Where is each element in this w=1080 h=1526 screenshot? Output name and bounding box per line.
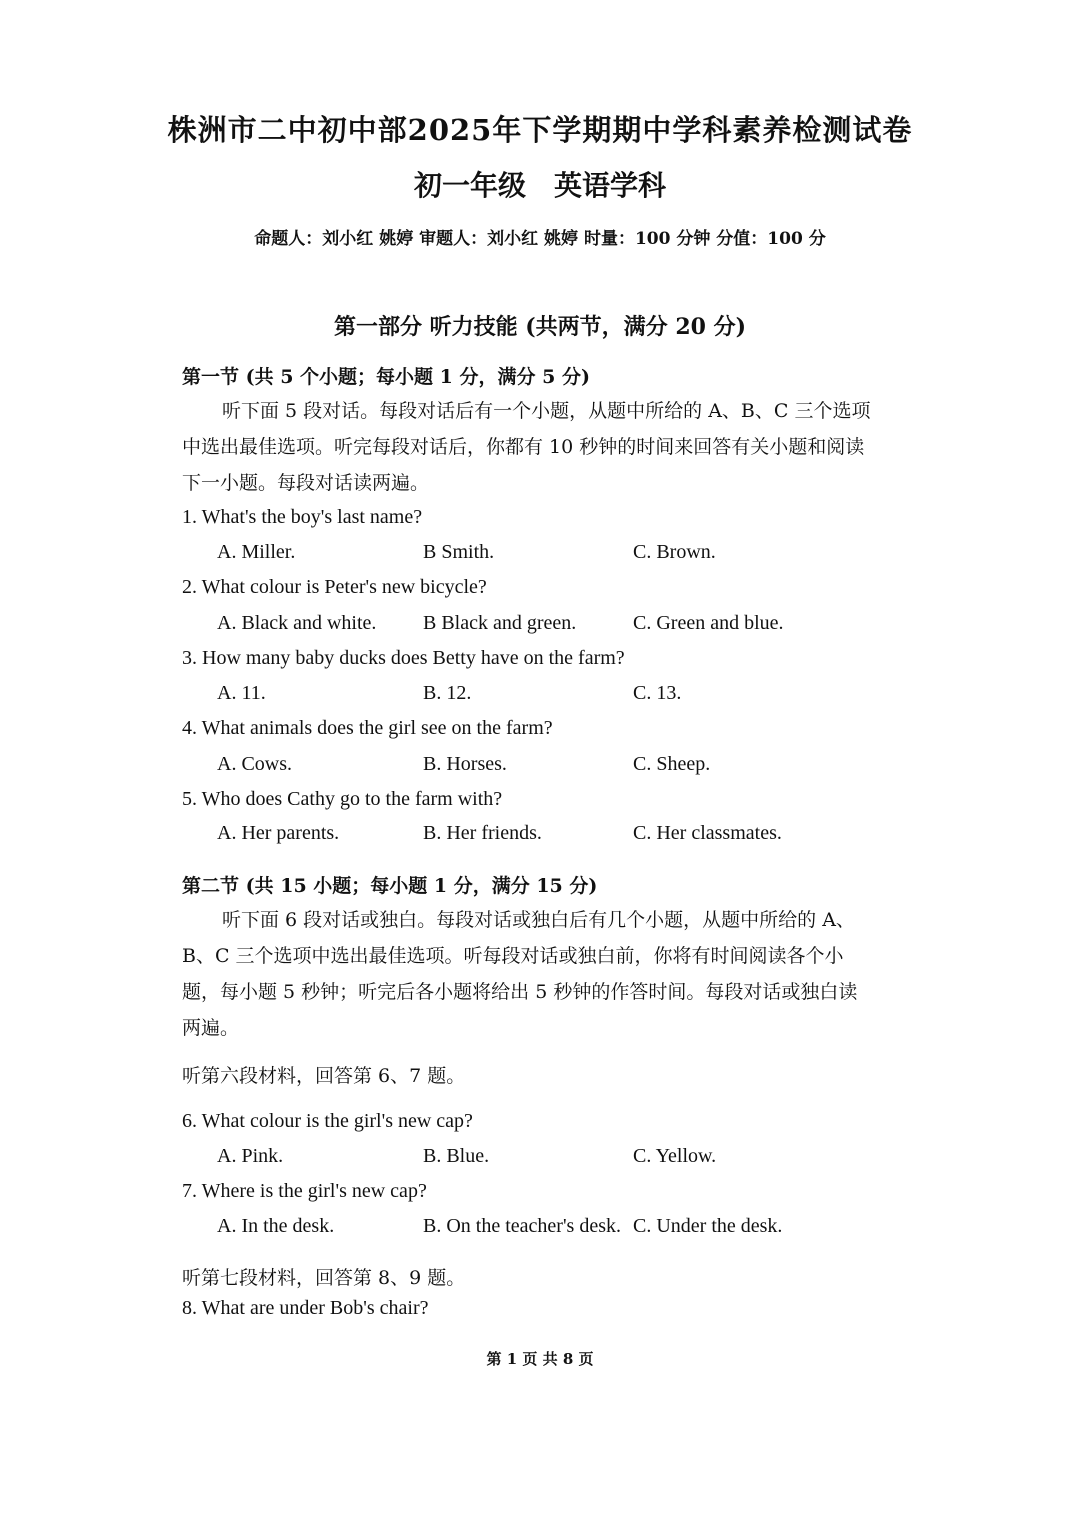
question-1-stem: 1. What's the boy's last name? (182, 506, 423, 528)
section1-title: 第一节 (共 5 个小题；每小题 1 分，满分 5 分) (182, 366, 590, 388)
question-1-option-b: B Smith. (423, 541, 495, 563)
part1-title: 第一部分 听力技能 (共两节，满分 20 分) (333, 314, 747, 340)
grade-label: 初一年级 (413, 169, 526, 202)
question-3-option-b: B. 12. (423, 682, 472, 704)
question-4-option-b: B. Horses. (423, 753, 507, 775)
question-7-stem: 7. Where is the girl's new cap? (182, 1180, 427, 1202)
question-2-option-a: A. Black and white. (217, 612, 377, 634)
question-2-stem: 2. What colour is Peter's new bicycle? (182, 576, 487, 598)
question-3-option-c: C. 13. (633, 682, 682, 704)
question-2-option-b: B Black and green. (423, 612, 577, 634)
question-5-option-a: A. Her parents. (217, 822, 340, 844)
question-4-option-c: C. Sheep. (633, 753, 711, 775)
exam-meta: 命题人：刘小红 姚婷 审题人：刘小红 姚婷 时量：100 分钟 分值：100 分 (254, 229, 826, 249)
page-footer: 第 1 页 共 8 页 (486, 1350, 594, 1368)
question-1-option-a: A. Miller. (217, 541, 296, 563)
question-7-option-c: C. Under the desk. (633, 1215, 783, 1237)
question-4-option-a: A. Cows. (217, 753, 293, 775)
question-2-option-c: C. Green and blue. (633, 612, 784, 634)
section1-instructions: 听下面 5 段对话。每段对话后有一个小题，从题中所给的 A、B、C 三个选项中选出最佳选项。听完每段对话后，你都有 10 秒钟的时间来回答有关小题和阅读下一小题。每段对话读两遍。 (182, 400, 871, 494)
question-7-option-a: A. In the desk. (217, 1215, 335, 1237)
question-1-option-c: C. Brown. (633, 541, 716, 563)
section2-title: 第二节 (共 15 小题；每小题 1 分，满分 15 分) (182, 875, 598, 897)
question-5-option-b: B. Her friends. (423, 822, 542, 844)
exam-title: 株洲市二中初中部2025年下学期期中学科素养检测试卷 (167, 113, 913, 147)
section2-instructions: 听下面 6 段对话或独白。每段对话或独白后有几个小题，从题中所给的 A、B、C 三个选项中选出最佳选项。听每段对话或独白前，你将有时间阅读各个小题，每小题 5 秒钟；听完后各小题将给出 5 秒钟的作答时间。每段对话或独白读两遍。 (182, 909, 858, 1039)
material-6-instruction: 听第六段材料，回答第 6、7 题。 (182, 1065, 466, 1087)
question-4-stem: 4. What animals does the girl see on the farm? (182, 717, 553, 739)
question-8-stem: 8. What are under Bob's chair? (182, 1297, 429, 1319)
question-5-stem: 5. Who does Cathy go to the farm with? (182, 788, 503, 810)
question-6-option-a: A. Pink. (217, 1145, 284, 1167)
exam-subtitle (0, 164, 1080, 204)
question-7-option-b: B. On the teacher's desk. (423, 1215, 621, 1237)
question-5-option-c: C. Her classmates. (633, 822, 782, 844)
question-3-stem: 3. How many baby ducks does Betty have on the farm? (182, 647, 625, 669)
material-7-instruction: 听第七段材料，回答第 8、9 题。 (182, 1267, 466, 1289)
question-3-option-a: A. 11. (217, 682, 266, 704)
subject-label: 英语学科 (554, 169, 667, 202)
question-6-option-c: C. Yellow. (633, 1145, 717, 1167)
question-6-option-b: B. Blue. (423, 1145, 490, 1167)
question-6-stem: 6. What colour is the girl's new cap? (182, 1110, 473, 1132)
